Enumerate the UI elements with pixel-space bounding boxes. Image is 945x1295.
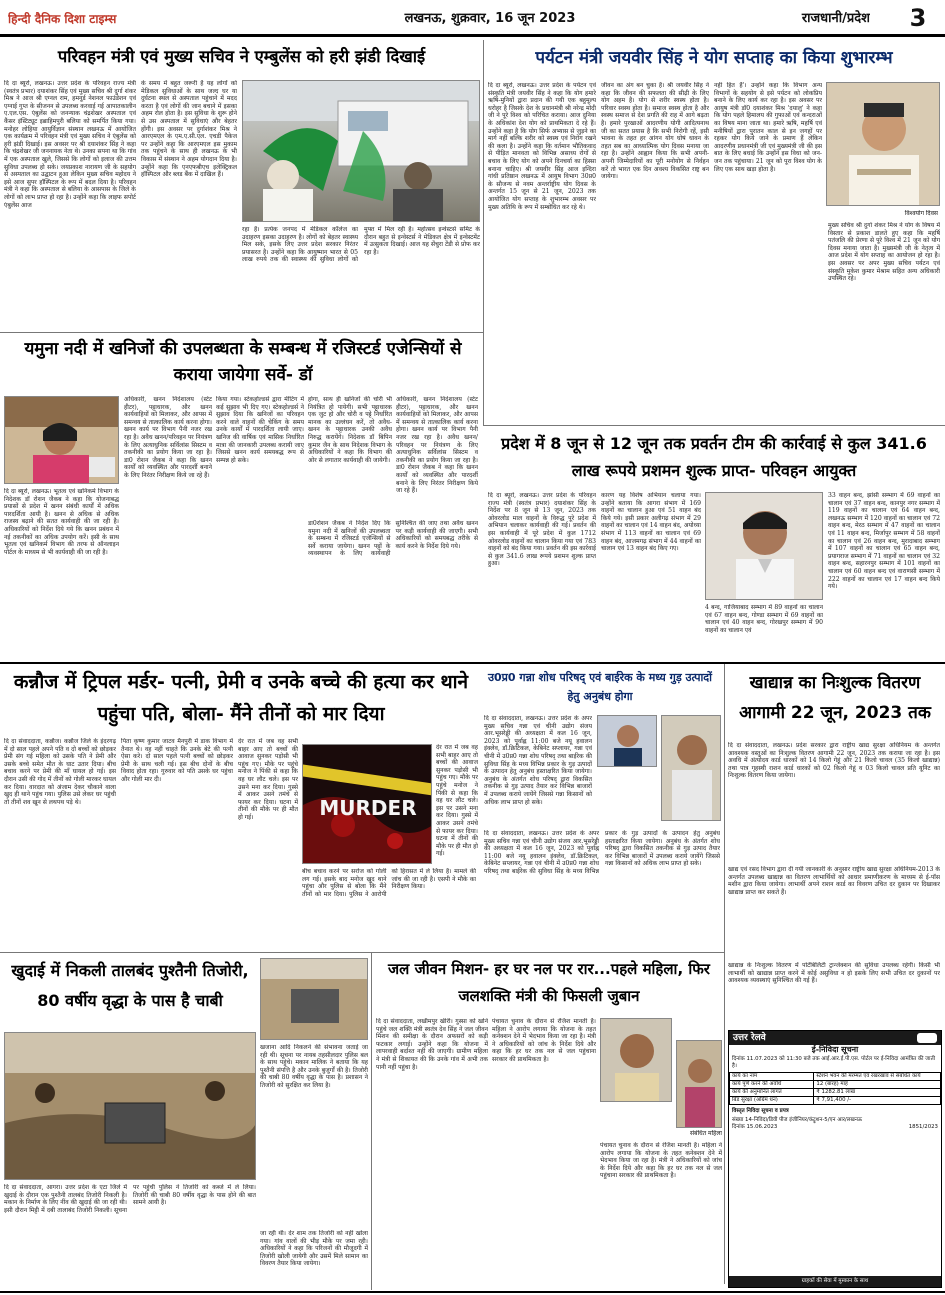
yoga-photo-caption: विश्वयोग दिवस: [904, 210, 938, 217]
gud-body: दि दा संवाददाता, लखनऊ। उत्तर प्रदेश के अपर मुख्य सचिव गन्ना एवं चीनी उद्योग संजय आर.भूसरेड्डी की अध्यक्षता में कल 16 जून, 2023 को पूर्वाह्न 11:00 बजे नयू हवालन इंक्लेव, डॉ.क्रिटिकल, केबिनेट सप्लायर, गन्ना एवं चीनी में उ0प्र0 गन्ना शोध परिषद् तथा बाईरेक की सुविधा सिंह के मध्य विभिन्न प्रकार के गुड़ उत्पादों के उत्पादन हेतु अनुबंध हस्ताक्षरित किया जायेगा। अनुबंध के अंतर्गत शोध परिषद् द्वारा विकसित तकनीक से गुड़ उत्पाद तैयार कर विभिन्न बाजारों में उपलब्ध कराये जायेंगे जिससे गन्ना किसानों को अधिक लाभ प्राप्त हो सके।: [484, 715, 592, 806]
headline-yamuna: यमुना नदी में खनिजों की उपलब्धता के सम्बन्ध में रजिस्टर्ड एजेन्सियों से कराया जायेगा सर्वे- डॉ: [24, 339, 462, 385]
ration-body-col2: खाद्य एवं रसद विभाग द्वारा दी गयी जानकारी के अनुसार राष्ट्रीय खाद्य सुरक्षा अधिनियम-2013 के अन्तर्गत उपलब्ध खाद्यान्न का वितरण लाभार्थियों को आधार प्रमाणीकरण के माध्यम से ई-पॉस मशीन द्वारा किया जायेगा। लाभार्थी अपने राशन कार्ड का विवरण उचित दर दुकान पर दिखाकर खाद्यान्न प्राप्त कर सकते हैं।: [728, 866, 940, 896]
yoga-body-col2: जीवन का अंग बन चुका है। श्री जयवीर सिंह ने कहा कि जीवन की सफलता की सीढ़ी के लिए योग अहम है। योग से शरीर स्वस्थ होता है। परिवार स्वस्थ होता है। समाज स्वस्थ होता है और स्वस्थ समाज से देश प्रगति की राह में आगे बढ़ता है। हमारे पुरखाओं आदरणीय योगी आदित्यनाथ जी का सतत प्रयास है कि सभी निरोगी रहें, इसी भावना के तहत हर आंगन योग घोषं धावन के तहत सब का आध्यात्मिक योग दिवस मनाया जा रहा है। उन्होंने आह्वान किया कि सभी अपनी-अपनी जिम्मेदारियों का पूरी मनोयोग से निर्वहन करें तो भारत एक दिन अवश्य विकसित राष्ट्र बन जायेगा।: [601, 82, 709, 181]
enforcement-body-col4: 33 वाहन बन्द, झांसी सम्भाग में 69 वाहनों का चालान एवं 37 वाहन बन्द, कानपुर नगर सम्भाग में 119 वाहनों का चालान एवं 64 वाहन बन्द, लखनऊ सम्भाग में 120 वाहनों का चालान एवं 72 वाहन बन्द, मेरठ सम्भाग में 47 वाहनों का चालान एवं 11 वाहन बन्द, मिर्जापुर सम्भाग में 58 वाहनों का चालान एवं 26 वाहन बन्द, मुरादाबाद सम्भाग में 107 वाहनों का चालान एवं 65 वाहन बन्द, प्रयागराज सम्भाग में 71 वाहनों का चालान एवं 32 वाहन बन्द, सहारनपुर सम्भाग में 101 वाहनों का चालान एवं 60 वाहन बन्द एवं वाराणसी सम्भाग में 222 वाहनों का चालान एवं 17 वाहन बन्द किये गये।: [828, 492, 940, 591]
gud-body-more: दि दा संवाददाता, लखनऊ। उत्तर प्रदेश के अपर मुख्य सचिव गन्ना एवं चीनी उद्योग संजय आर.भूसरेड्डी की अध्यक्षता में कल 16 जून, 2023 को पूर्वाह्न 11:00 बजे नयू हवालन इंक्लेव, डॉ.क्रिटिकल, केबिनेट सप्लायर, गन्ना एवं चीनी में उ0प्र0 गन्ना शोध परिषद् तथा बाईरेक की सुविधा सिंह के मध्य विभिन्न प्रकार के गुड़ उत्पादों के उत्पादन हेतु अनुबंध हस्ताक्षरित किया जायेगा। अनुबंध के अंतर्गत शोध परिषद् द्वारा विकसित तकनीक से गुड़ उत्पाद तैयार कर विभिन्न बाजारों में उपलब्ध कराये जायेंगे जिससे गन्ना किसानों को अधिक लाभ प्राप्त हो सके।: [484, 830, 720, 875]
tijori-body-col2: खजाना आदि निकलने की संभावना जताई जा रही थी। सूचना पर नायब तहसीलदार पुलिस बल के साथ पहुंचे। मकान मालिक ने बताया कि यह पुश्तैनी संपत्ति है और उनके बुजुर्गों की है। तिजोरी की चाबी 80 वर्षीय वृद्धा के पास है। प्रशासन ने तिजोरी को सुरक्षित कर लिया है।: [260, 1044, 368, 1089]
tender-slogan: ग्राहकों की सेवा में मुस्कान के साथ: [729, 1276, 941, 1287]
kannauj-body-col1: दि दा संवाददाता, कन्नौज। कन्नौज जिले के इंदरगढ़ में दो साल पहले अपने पति व दो बच्चों को छोड़कर प्रेमी संग गई महिला को उसके पति ने प्रेमी और उसके बच्चे समेत मौत के घाट उतार दिया। बीच बचाव करने पर प्रेमी की माँ घायल हो गई। इस दौरान उसी की गोद में तीनों को गोली मारकर घायल कर दिया। वारदात को अंजाम देकर चौकाने वाला खुद ही थाने पहुंच गया। पुलिस उसे लेकर घर पहुंची तो तीनों शव खून से लथपथ पड़े थे।: [4, 738, 116, 806]
tender-table: [729, 1072, 941, 1104]
railway-name: उत्तर रेलवे: [733, 1032, 766, 1043]
enforcement-body-col3: 4 बन्द, गाजियाबाद सम्भाग में 89 वाहनों का चालान एवं 67 वाहन बन्द, गोण्डा सम्भाग में 69 वाहनों का चालान एवं 40 वाहन बन्द, गोरखपुर सम्भाग में 90 वाहनों का चालान एवं: [705, 604, 823, 634]
yoga-body-col4: मुख्य सचिव श्री दुर्गा शंकर मिश्र ने योग के विषय में विस्तार से प्रकाश डालते हुए कहा कि महर्षि पतंजलि की प्रेरणा से पूरे विश्व में 21 जून को योग दिवस मनाया जाता है। मुख्यमंत्री जी के नेतृत्व में आज प्रदेश में योग सप्ताह का आयोजन हो रहा है। इस अवसर पर अपर मुख्य सचिव पर्यटन एवं संस्कृति मुकेश कुमार मेश्राम सहित अन्य अधिकारी उपस्थित रहे।: [828, 222, 940, 283]
yoga-body-col3: नहीं हित हैं'। उन्होंने कहा कि विभाग अन्य विभागों के सहयोग से इसे पर्यटन को लोकप्रिय बनाने के लिए कार्य कर रहा है। इस अवसर पर आयुष मंत्री डॉ0 दयाशंकर मिश्र 'दयालु' ने कहा कि योग पहले हिमालय की गुफाओं एवं कन्दराओं का विषय माना जाता था। हमारे ऋषि, महर्षि एवं मनीषियों द्वारा पुरातन काल से इन जगहों पर रहकर योग किये जाने के प्रमाण हैं लेकिन आदरणीय प्रधानमंत्री जी एवं मुख्यमंत्री जी की इस बात के लिए बधाई कि उन्होंने इस विधा को जन-जन तक पहुंचाया। 21 जून को पूरा विश्व योग के लिए एक साथ खड़ा होता है।: [714, 82, 822, 173]
tender-row-label: कार्य का नाम: [730, 1073, 814, 1081]
kannauj-body-col2: पिता कृष्ण कुमार जाटव मैनपुरी में डाक विभाग में तैनात थे। वह नहीं चाहते कि उनके बेटे की पत्नी ऐसा करे। दो साल पहले पत्नी बच्चों को छोड़कर प्रेमी के साथ चली गई। इस बीच दोनों के बीच विवाद होता रहा। गुरुवार को पति उसके घर पहुंचा और गोली मार दी।: [121, 738, 233, 783]
jal-photo-woman: [676, 1040, 722, 1128]
headline-gud: उ0प्र0 गन्ना शोध परिषद् एवं बाईरेक के मध्य गुड़ उत्पादों हेतु अनुबंध होगा: [487, 671, 712, 703]
tender-code: 1851/2023: [908, 1124, 938, 1131]
masthead-rule: [0, 34, 945, 37]
headline-tijori: खुदाई में निकली तालबंद पुश्तैनी तिजोरी, 80 वर्षीय वृद्धा के पास है चाबी: [11, 961, 249, 1010]
tender-row-value: 12 (बारह) माह: [814, 1081, 941, 1089]
jal-body-col2: पंचायत चुनाव के दौरान से रंजिश मानती है। महिला ने आरोप लगाया कि योजना के तहत कनेक्शन देने में भेदभाव किया जा रहा है। मंत्री ने अधिकारियों को जांच के निर्देश दिये और कहा कि हर घर तक नल से जल पहुंचाना सरकार की प्राथमिकता है।: [492, 1018, 596, 1063]
tijori-body-col1: दि दा संवाददाता, आगरा। उत्तर प्रदेश के एटा जिले में खुदाई के दौरान एक पुश्तैनी तालबंद तिजोरी निकली है। मकान के निर्माण के लिए नींव की खुदाई की जा रही थी। इसी दौरान मिट्टी में दबी तालाबंद तिजोरी निकली। सूचना पर पहुंची पुलिस ने तिजोरी को कब्जे में ले लिया। तिजोरी की चाबी 80 वर्षीय वृद्धा के पास होने की बात सामने आयी है।: [4, 1184, 256, 1214]
headline-kannauj: कन्नौज में ट्रिपल मर्डर- पत्नी, प्रेमी व उनके बच्चे की हत्या कर थाने पहुंचा पति, बोला- मैंने तीनों को मार दिया: [13, 671, 469, 725]
headline-yoga: पर्यटन मंत्री जयवीर सिंह ने योग सप्ताह का किया शुभारम्भ: [535, 48, 893, 68]
ambulance-body-col2: के समय में बहुत जरूरी है यह लोगों को मेडिकल सुविधाओं के साथ जल्द घर या दुर्घटना स्थल से अस्पताल पहुंचाने में मदद करता है एवं लोगों की जान बचाने में इसका अहम रोल होता है। इस सुविधा के शुरू होने से उस अस्पताल में सुविधाएं और बेहतर होंगी। इस अवसर पर दुर्गाशंकर मिश्र ने आरएमएल के एम.ए.सी.एल. एचडी पैकेज पर उन्होंने कहा कि आरएमएल इस मुकाम तक पहुंचने के साथ ही लखनऊ के भी विकास में संस्थान ने अहम योगदान दिया है। उन्होंने कहा कि एनएफबीएच इलेक्ट्रिकल हॉस्पिटल और ब्लड बैंक में दाखिल हैं।: [141, 80, 237, 179]
headline-ration: खाद्यान्न का निःशुल्क वितरण आगामी 22 जून, 2023 तक: [739, 673, 931, 723]
headline-enforcement: प्रदेश में 8 जून से 12 जून तक प्रवर्तन टीम की कार्रवाई से कुल 341.6 लाख रूपये प्रशमन शुल्क प्राप्त- परिवहन आयुक्त: [501, 434, 927, 480]
divider-row2: [0, 662, 945, 664]
divider-row3: [0, 952, 724, 953]
jal-photo-minister: [600, 1018, 672, 1102]
divider-ambulance-bottom: [0, 332, 483, 333]
tender-title: ई-निविदा सूचना: [811, 1045, 859, 1054]
kannauj-photo: [302, 744, 432, 864]
tender-row: [730, 1073, 941, 1081]
tijori-photo-main: [4, 1032, 256, 1180]
yamuna-body-col3: किया गया। स्टेकहोल्डर्स द्वारा मीटिंग में कई सुझाव भी दिए गए। स्टेकहोल्डर्स ने सुझाव दिया कि खनिजों का परिवहन करने वाले वाहनों की चेकिंग के समय उनके कार्यों में पारदर्शिता लायी जाए। खनिज की वार्षिक एवं मासिक निर्धारित मात्रा की जानकारी उपलब्ध करायी जाए जिससे खनन कार्य समयबद्ध रूप से सम्पन्न हो सके।: [216, 396, 304, 464]
tender-banner: [729, 1031, 941, 1045]
jal-body-col1: दि दा संवाददाता, लखीमपुर खीरी। गुस्सा को खोने पहुंचे जल शक्ति मंत्री स्वतंत्र देव सिंह ने जल जीवन मिशन की समीक्षा के दौरान अफसरों को कड़ी फटकार लगाई। उन्होंने कहा कि योजना में लापरवाही बर्दाश्त नहीं की जाएगी। ग्रामीण महिला ने मंत्री से शिकायत की कि उनके गांव में अभी तक पानी नहीं पहुंचा है।: [376, 1018, 488, 1071]
headline-jal: जल जीवन मिशन- हर घर नल पर रार...पहले महिला, फिर जलशक्ति मंत्री की फिसली जुबान: [388, 960, 710, 1005]
page-number: 3: [909, 4, 927, 32]
tijori-photo-small: [260, 958, 368, 1040]
tender-date: दिनांक 15.06.2023: [732, 1124, 778, 1131]
jal-body-col3: पंचायत चुनाव के दौरान से रंजिश मानती है। महिला ने आरोप लगाया कि योजना के तहत कनेक्शन देने में भेदभाव किया जा रहा है। मंत्री ने अधिकारियों को जांच के निर्देश दिये और कहा कि हर घर तक नल से जल पहुंचाना सरकार की प्राथमिकता है।: [600, 1142, 722, 1180]
railway-logo-icon: [917, 1033, 937, 1043]
divider-yoga-bottom: [483, 425, 945, 426]
headline-ambulance: परिवहन मंत्री एवं मुख्य सचिव ने एम्बुलेंस को हरी झंडी दिखाई: [57, 47, 426, 66]
paper-name: हिन्दी दैनिक दिशा टाइम्स: [8, 12, 117, 26]
yamuna-body-col2: अधिकारी, खनन निदेशालय (स्टेट हीटर), पट्टाधारक, और खनन कार्यवाहियों को मिलाकर, और आपस में समन्वय से तात्कालिक कार्य करना होगा। खनन कार्य पर विभाग पैनी नजर रख रहा है। अवैध खनन/परिवहन पर नियंत्रण के लिए अत्याधुनिक सर्विलांस सिस्टम व तकनीकी का प्रयोग किया जा रहा है। डा0 रोशन जैकब ने कहा कि खनन कार्यों को व्यवस्थित और पारदर्शी बनाने के लिए निरंतर निरीक्षण किये जा रहे हैं।: [124, 396, 212, 479]
page-bottom-rule: [0, 1291, 945, 1293]
yoga-photo: [826, 82, 940, 206]
divider-top-mid: [483, 40, 484, 425]
date-line: लखनऊ, शुक्रवार, 16 जून 2023: [404, 11, 576, 26]
enforcement-body-col1: दि दा ब्यूरो, लखनऊ। उत्तर प्रदेश के परिवहन राज्य मंत्री (स्वतंत्र प्रभार) दयाशंकर सिंह के निर्देश पर 8 जून से 13 जून, 2023 तक ओवरलोड माल वाहनों के विरुद्ध पूरे प्रदेश में अभियान चलाकर कार्यवाही की गई। प्रवर्तन की इस कार्यवाही में पूरे प्रदेश में कुल 1712 ओवरलोड वाहनों का चालान किया गया एवं 783 वाहनों को बंद किया गया। प्रवर्तन की इस कार्रवाई से कुल 341.6 लाख रूपये प्रशमन शुल्क प्राप्त हुआ।: [488, 492, 596, 568]
ambulance-body-col3: रहा है। प्रत्येक जनपद में मेडिकल कॉलेज का उदाहरण इसका उदाहरण है। लोगों को बेहतर स्वास्थ्य मिल सके, इसके लिए उत्तर प्रदेश सरकार निरंतर प्रयासरत है। उन्होंने कहा कि आयुष्मान भारत से 05 लाख रुपये तक की स्वास्थ्य की सुविधा लोगों को मुफ्त में मिल रही है। महोत्सव इन्वेस्टर्स समिट के दौरान बहुत से इन्वेस्टर्स ने मेडिकल क्षेत्र में इन्वेस्टमेंट में उत्सुकता दिखाई। आज यह सेंचुरा टेंडी से प्रोफ कर रहा है।: [242, 226, 480, 264]
yamuna-body-col4: होगा, साथ ही खनिजों की चोरी भी नियंत्रित हो पायेगी। सभी पट्टाधारक एक जुट हो और चोरी व पट्टे निर्धारित मानक का उल्लंघन करें, तो अवैध-खनन के पट्टाधारक उनकी अवैध निरुद्ध करायेंगे। निदेशक डॉ बिपिन कुमार जैन के साथ निदेशक विभाग के अधिकारियों ने कहा कि विभाग की ओर से लगातार कार्यवाही की जायेगी।: [308, 396, 392, 464]
tender-row-label: बिड सुरक्षा (अग्रिम धन): [730, 1096, 814, 1104]
divider-mid-right: [724, 664, 725, 1284]
yamuna-body-col6: अधिकारी, खनन निदेशालय (स्टेट हीटर), पट्टाधारक, और खनन कार्यवाहियों को मिलाकर, और आपस में समन्वय से तात्कालिक कार्य करना होगा। खनन कार्य पर विभाग पैनी नजर रख रहा है। अवैध खनन/परिवहन पर नियंत्रण के लिए अत्याधुनिक सर्विलांस सिस्टम व तकनीकी का प्रयोग किया जा रहा है। डा0 रोशन जैकब ने कहा कि खनन कार्यों को व्यवस्थित और पारदर्शी बनाने के लिए निरंतर निरीक्षण किये जा रहे हैं।: [396, 396, 478, 495]
tender-ref: संख्या 14-निविदा/डिवी पीज इंजीनियर/कंट्रूशन-5/एन आर/लखनऊ: [732, 1117, 863, 1124]
ration-body-col1: दि दा संवाददाता, लखनऊ। प्रदेश सरकार द्वारा राष्ट्रीय खाद्य सुरक्षा अधिनियम के अन्तर्गत आवश्यक वस्तुओं का निःशुल्क वितरण आगामी 22 जून, 2023 तक कराया जा रहा है। इस अवधि में अंत्योदय कार्ड धारकों को 14 किलो गेहूं और 21 किलो चावल (35 किलो खाद्यान्न) तथा पात्र गृहस्थी राशन कार्ड धारकों को 02 किलो गेहूं व 03 किलो चावल प्रति यूनिट का निःशुल्क वितरण किया जायेगा।: [728, 742, 940, 780]
tender-row-value: ₹ 1282.81 लाख: [814, 1088, 941, 1096]
tender-row: [730, 1096, 941, 1104]
kannauj-body-col3: देर रात में जब वह सभी बाहर आए तो बच्चों की आवाज सुनकर पड़ोसी भी पहुंच गए। मौके पर पहुंचे मनोज ने पिंकी से कहा कि वह घर लौट चले। इस पर उसने मना कर दिया। गुस्से में आकर उसने तमंचे से फायर कर दिया। घटना में तीनों की मौके पर ही मौत हो गई।: [238, 738, 298, 821]
tender-row-label: कार्य की अनुमानित लागत: [730, 1088, 814, 1096]
yamuna-body-col1: दि दा ब्यूरो, लखनऊ। भूतत्व एवं खनिकर्म विभाग के निदेशक डॉ रोशन जैकब ने कहा कि योजनाबद्ध प्रयासों से प्रदेश में खनन संबंधी कार्यों में अधिक पारदर्शिता आयी है। खनन से अधिक से अधिक राजस्व बढ़ाने की सतत कार्यवाही की जा रही है। अधिकारियों को निर्देश दिये गये कि खनन प्रबंधन में नई तकनीकों का अधिक उपयोग करें। इसी के साथ भूतत्व एवं खनिकर्म विभाग की तरफ से ऑनलाइन पोर्टल के माध्यम से भी कार्यवाही की जा रही है।: [4, 488, 119, 556]
murder-photo-text: MURDER: [319, 796, 417, 820]
jal-photo-caption: संबंधित महिला: [689, 1130, 722, 1137]
tender-notice: [728, 1030, 942, 1288]
tender-row: [730, 1088, 941, 1096]
yamuna-photo: [4, 396, 119, 484]
tijori-body-col3: जा रही थी। देर शाम तक तिजोरी को नहीं खोला गया। गांव वालों की भीड़ मौके पर जमा रही। अधिकारियों ने कहा कि परिजनों की मौजूदगी में तिजोरी खोली जायेगी और उसमें मिले सामान का विवरण तैयार किया जायेगा।: [260, 1230, 368, 1268]
tender-row: [730, 1081, 941, 1089]
tender-date-row: [729, 1124, 941, 1131]
section-name: राजधानी/प्रदेश: [801, 11, 870, 26]
masthead: [0, 0, 945, 36]
kannauj-body-col5: देर रात में जब वह सभी बाहर आए तो बच्चों की आवाज सुनकर पड़ोसी भी पहुंच गए। मौके पर पहुंचे मनोज ने पिंकी से कहा कि वह घर लौट चले। इस पर उसने मना कर दिया। गुस्से में आकर उसने तमंचे से फायर कर दिया। घटना में तीनों की मौके पर ही मौत हो गई।: [436, 744, 478, 858]
enforcement-photo: [705, 492, 823, 600]
enforcement-body-col2: कारण यह विशेष अभियान चलाया गया। उन्होंने बताया कि आगरा संभाग में 169 वाहनों का चालान हुआ एवं 51 वाहन बंद किये गये। इसी प्रकार अलीगढ़ संभाग में 29 वाहनों का चालान एवं 14 वाहन बंद, अयोध्या संभाग में 113 वाहनों का चालान एवं 69 वाहन बंद, आजमगढ़ संभाग में 44 वाहनों का चालान एवं 13 वाहन बंद किए गए।: [601, 492, 701, 553]
tender-details: विस्तृत निविदा सूचना व प्रपत्र: [732, 1107, 789, 1114]
divider-tijori-jal: [371, 952, 372, 1290]
ration-body-col3: खाद्यान्न के निःशुल्क वितरण में पोर्टेबिलिटी ट्रान्जेक्शन की सुविधा उपलब्ध रहेगी। किसी भी लाभार्थी को खाद्यान्न प्राप्त करने में कोई असुविधा न हो इसके लिए सभी उचित दर दुकानों पर आवश्यक व्यवस्थाएं सुनिश्चित की गई हैं।: [728, 962, 940, 985]
tender-row-value: स्टेशन भवन की मरम्मत एवं रखरखाव से संबंधित कार्य: [814, 1073, 941, 1081]
yoga-body-col1: दि दा ब्यूरो, लखनऊ। उत्तर प्रदेश के पर्यटन एवं संस्कृति मंत्री जयवीर सिंह ने कहा कि योग हमारे ऋषि-मुनियों द्वारा प्रदान की गयी एक बहुमूल्य धरोहर है जिसके देश के प्रधानमंत्री श्री नरेन्द्र मोदी जी ने पूरे विश्व को परिचित कराया। आज दुनिया के अधिकांश देश योग को प्राथमिकता दे रहे हैं। उन्होंने कहा है कि योग सिर्फ अभ्यास से जुड़ने का मार्ग नहीं बल्कि शरीर को स्वस्थ एवं निरोग रखने की कला है। उन्होंने कहा कि वर्तमान भौतिकवाद से पीड़ित मानवता को विभिन्न असाध्य रोगों से बचाव के लिए योग को अपने दिनचर्या का हिस्सा बनाना चाहिए। श्री जयवीर सिंह आज इन्दिरा गांधी प्रतिष्ठान लखनऊ में आयुष विभाग 30प्र0 के सौजन्य से नवम अन्तर्राष्ट्रीय योग दिवस के अन्तर्गत 15 जून से 21 जून, 2023 तक आयोजित योग सप्ताह के शुभारम्भ अवसर पर मुख्य अतिथि के रूप में सम्बोधित कर रहे थे।: [488, 82, 596, 211]
tender-row-value: ₹ 7,91,400 /-: [814, 1096, 941, 1104]
tender-row-label: कार्य पूर्ण करने की अवधि: [730, 1081, 814, 1089]
ambulance-body-col1: दि दा ब्यूरो, लखनऊ। उत्तर प्रदेश के परिवहन राज्य मंत्री (स्वतंत्र प्रभार) दयाशंकर सिंह एवं मुख्य सचिव श्री दुर्गा शंकर मिश्र ने आज श्री एग्नल राम, हमनूर्ड नेशनल फाउंडेशन एवं एग्नाई गुप्त के सीजनन से उपलब्ध करवाई गई आपातकालीन ए.एल.एस. एंबुलेंस को जनन्याक चंद्रशेखर अस्पताल एवं कैंसर इंस्टिट्यूट इब्राहिमपुरी बलिया को समर्पित किया गया। मनोहर लोहिया आयुर्विज्ञान संस्थान लखनऊ में आयोजित एक कार्यक्रम में परिवहन मंत्री एवं मुख्य सचिव ने एंबुलेंस को हरी झंडी दिखाई। इस अवसर पर श्री दयाशंकर सिंह ने कहा कि चंद्रशेखर जी जननायक नेता थे। उनका सपना था कि गांव में एक अस्पताल खुले, जिससे कि लोगों को इलाज की उत्तम सुविधा उपलब्ध हो सके। जयप्रकाश नारायण जी के सहयोग से अस्पताल का उद्घाटन हुआ लेकिन मुख्य सचिव महोदय ने इसे आज सुपर हॉस्पिटल के रूप में बदल दिया है। परिवहन मंत्री ने कहा कि अस्पताल से बलिया के आसपास के जिले के लोगों को लाभ प्राप्त हो रहा है। उन्होंने कहा कि लाइफ सपोर्ट एंबुलेंस आज: [4, 80, 136, 209]
gud-photo-left: [597, 715, 657, 767]
gud-photo-right: [661, 715, 721, 821]
yamuna-body-col5: डा0रोशन जैकब ने निर्देश दिए कि यमुना नदी में खनिजों की उपलब्धता के सम्बन्ध में रजिस्टर्ड एजेन्सियों से सर्वे कराया जायेगा। खनन पट्टों के व्यवस्थापन के लिए कार्यवाही सुनिश्चित की जाए तथा अवैध खनन पर कड़ी कार्यवाही की जाएगी। सभी अधिकारियों को समयबद्ध तरीके से कार्य करने के निर्देश दिये गये।: [308, 520, 478, 558]
ambulance-photo: [242, 80, 480, 222]
tender-intro: दिनांक 11.07.2023 को 11:30 बजे तक आई.आर.ई.पी.एस. पोर्टल पर ई-निविदा आमंत्रित की जाती है।: [732, 1055, 936, 1069]
kannauj-body-col4: बीच बचाव करने पर सरोज को गोली लग गई। इसके बाद मनोज खुद थाने पहुंचा और पुलिस से बोला कि मैंने तीनों को मार दिया। पुलिस ने आरोपी को हिरासत में ले लिया है। मामले की जांच की जा रही है। एसपी ने मौके का निरीक्षण किया।: [302, 868, 476, 898]
